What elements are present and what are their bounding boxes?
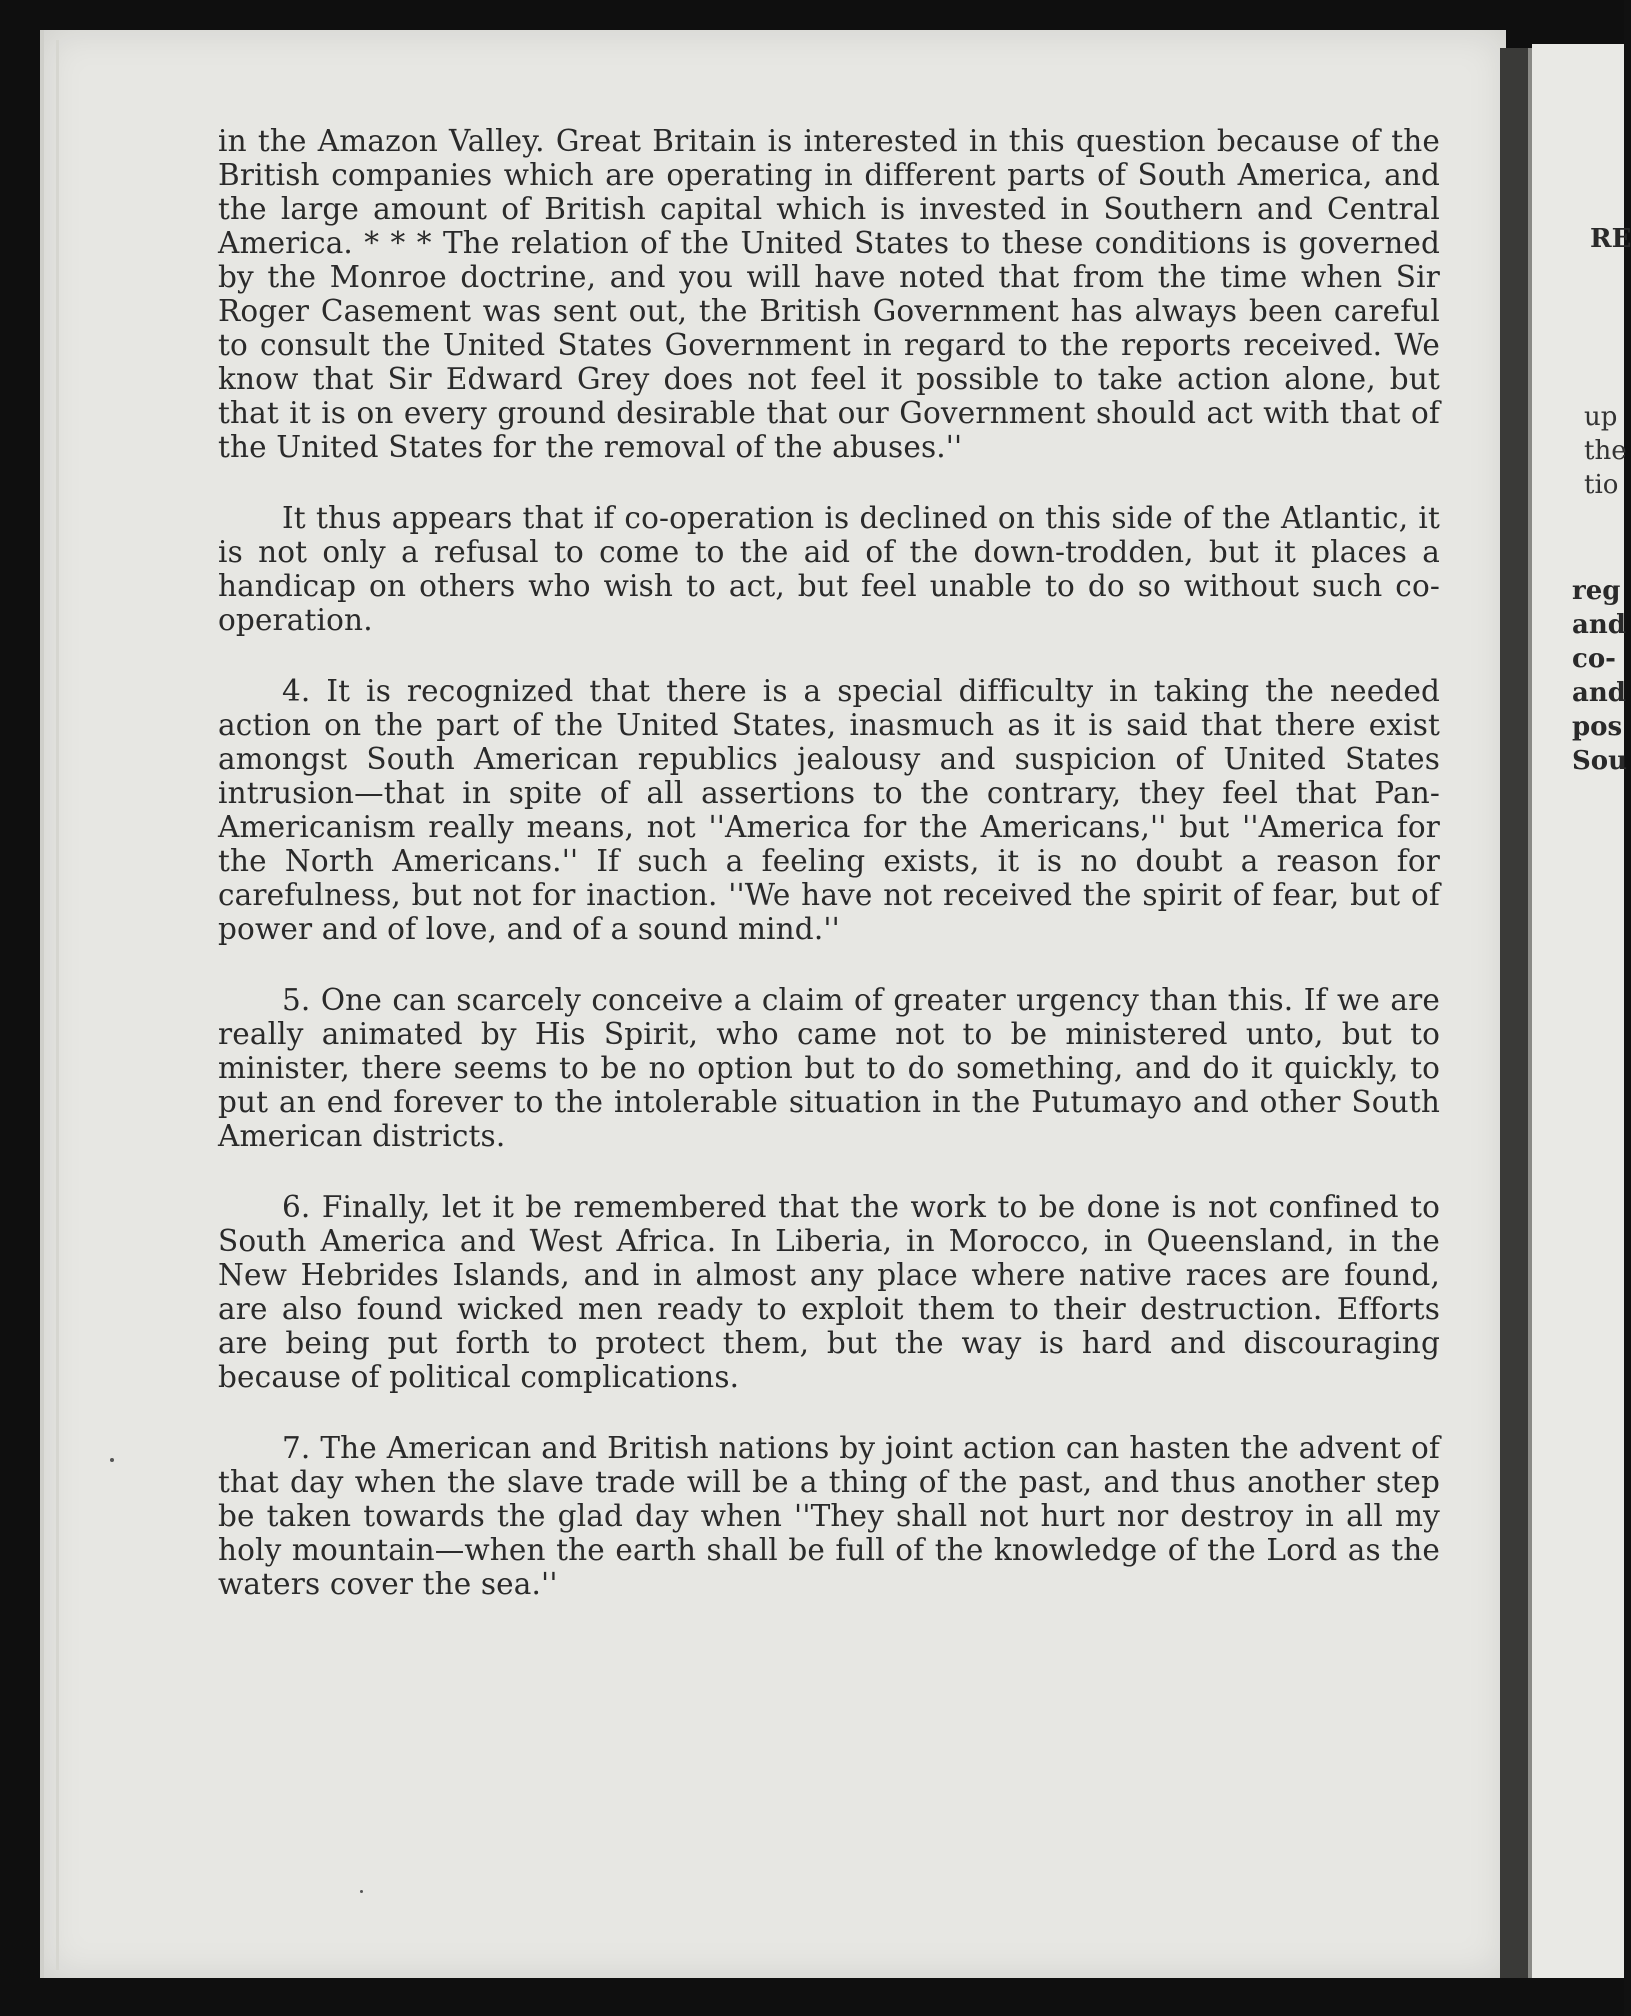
right-page bbox=[1532, 44, 1631, 1978]
paragraph-quote-continuation: in the Amazon Valley. Great Britain is interested in this question because of the British companies which are operating in different parts of South America, and the large amount of British capital which is invested in Southern and Central America. * * * The relation of the United States to these conditions is governed by the Monroe doctrine, and you will have noted that from the time when Sir Roger Casement was sent out, the British Government has always been careful to consult the United States Government in regard to the reports received. We know that Sir Edward Grey does not feel it possible to take action alone, but that it is on every ground desirable that our Government should act with that of the United States for the removal of the abuses.'' bbox=[218, 124, 1440, 464]
scan-speck bbox=[360, 1890, 363, 1893]
paragraph-point-4: 4. It is recognized that there is a special difficulty in taking the needed action on the part of the United States, inasmuch as it is said that there exist amongst South American republics jealousy and suspicion of United States intrusion—that in spite of all assertions to the contrary, they feel that Pan-Americanism really means, not ''America for the Americans,'' but ''America for the North Americans.'' If such a feeling exists, it is no doubt a reason for carefulness, but not for inaction. ''We have not received the spirit of fear, but of power and of love, and of a sound mind.'' bbox=[218, 674, 1440, 946]
scan-speck bbox=[110, 1458, 114, 1462]
right-page-fragment-group-1 bbox=[1584, 400, 1627, 502]
fragment-line: reg bbox=[1572, 576, 1621, 606]
fragment-line: pos bbox=[1572, 712, 1623, 742]
body-text bbox=[218, 124, 1440, 1638]
right-page-fragment-group-2 bbox=[1572, 574, 1627, 778]
page-edge bbox=[56, 40, 59, 1970]
fragment-line: the bbox=[1584, 436, 1627, 466]
paragraph-atlantic: It thus appears that if co-operation is declined on this side of the Atlantic, it is not only a refusal to come to the aid of the down-trodden, but it places a handicap on others who wish to act, but feel unable to do so without such co-operation. bbox=[218, 501, 1440, 637]
book-gutter bbox=[1500, 48, 1530, 1978]
fragment-line: Sou bbox=[1572, 746, 1628, 776]
fragment-line: up bbox=[1584, 402, 1618, 432]
paragraph-point-5: 5. One can scarcely conceive a claim of greater urgency than this. If we are really animated by His Spirit, who came not to be ministered unto, but to minister, there seems to be no option but to do something, and do it quickly, to put an end forever to the intolerable situation in the Putumayo and other South American districts. bbox=[218, 983, 1440, 1153]
right-page-heading-fragment: RE bbox=[1590, 224, 1631, 254]
paragraph-point-7: 7. The American and British nations by joint action can hasten the advent of that day when the slave trade will be a thing of the past, and thus another step be taken towards the glad day when ''They shall not hurt nor destroy in all my holy mountain—when the earth shall be full of the knowledge of the Lord as the waters cover the sea.'' bbox=[218, 1431, 1440, 1601]
fragment-line: and bbox=[1572, 678, 1626, 708]
fragment-line: and bbox=[1572, 610, 1626, 640]
fragment-line: tio bbox=[1584, 470, 1619, 500]
fragment-line: co- bbox=[1572, 644, 1616, 674]
paragraph-point-6: 6. Finally, let it be remembered that the work to be done is not confined to South America and West Africa. In Liberia, in Morocco, in Queensland, in the New Hebrides Islands, and in almost any place where native races are found, are also found wicked men ready to exploit them to their destruction. Efforts are being put forth to protect them, but the way is hard and discouraging because of political complications. bbox=[218, 1190, 1440, 1394]
